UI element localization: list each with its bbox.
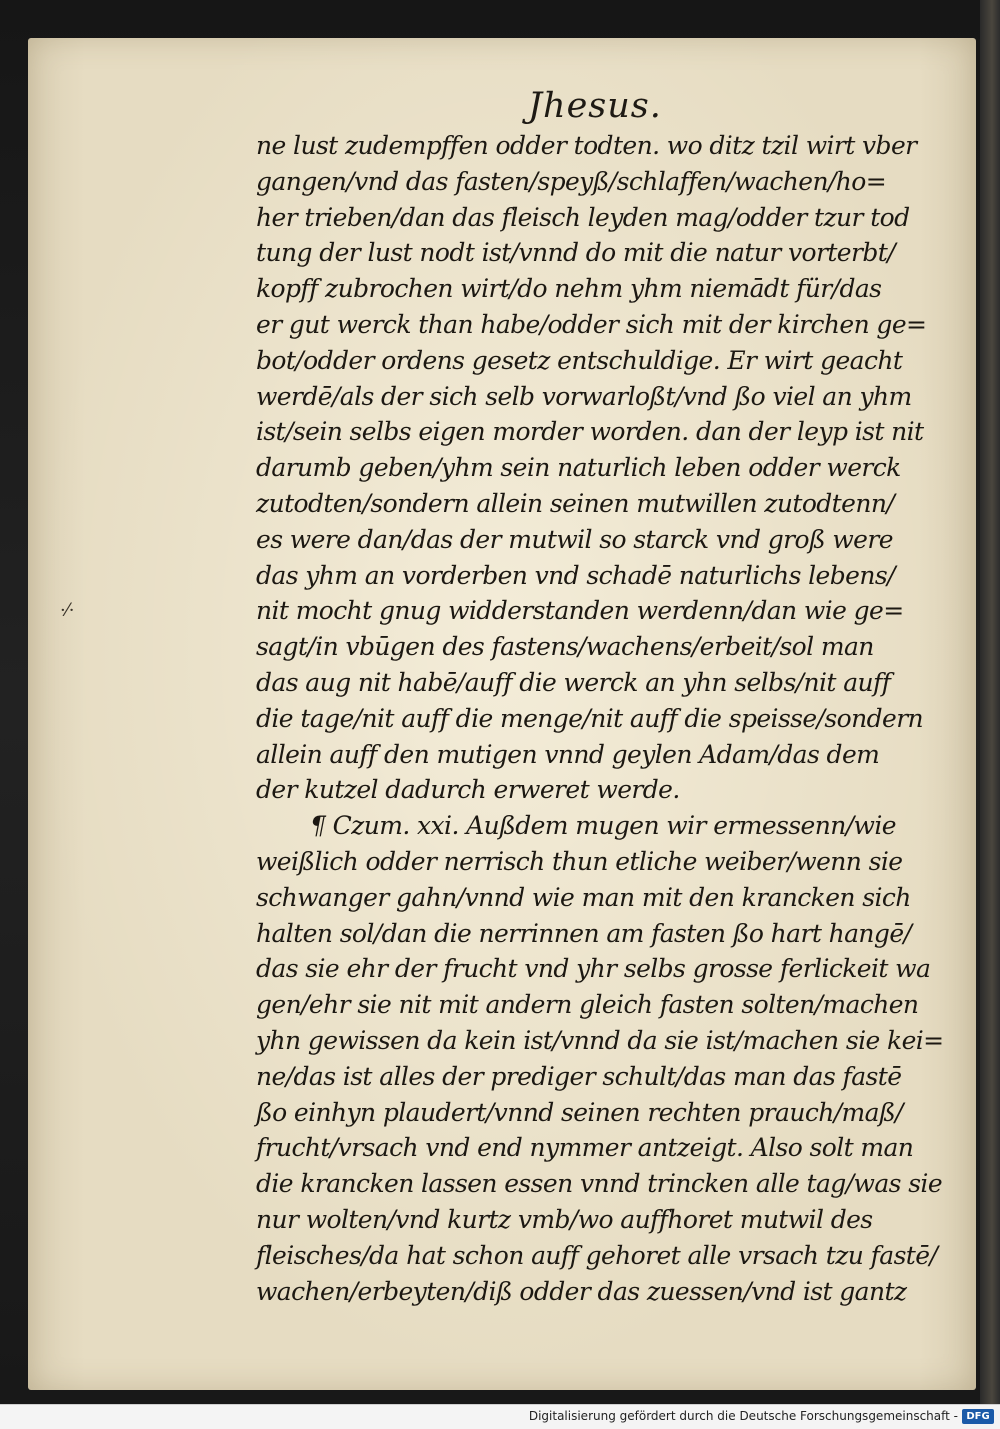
dfg-logo[interactable]: DFG [962, 1409, 994, 1424]
text-line: kopff zubrochen wirt/do nehm yhm niemādt für/das [256, 274, 882, 304]
text-line: ßo einhyn plaudert/vnnd seinen rechten prauch/maß/ [256, 1097, 903, 1127]
text-line: die tage/nit auff die menge/nit auff die speisse/sondern [256, 703, 924, 733]
text-line: allein auff den mutigen vnnd geylen Adam/das dem [256, 739, 880, 769]
page-header: Jhesus. [528, 86, 662, 126]
text-line: nit mocht gnug widderstanden werdenn/dan wie ge= [256, 596, 904, 626]
text-line: weißlich odder nerrisch thun etliche weiber/wenn sie [256, 846, 903, 876]
chapter-start-line: ¶ Czum. xxi. Außdem mugen wir ermessenn/wie [310, 811, 896, 841]
text-line: halten sol/dan die nerrinnen am fasten ßo hart hangē/ [256, 918, 912, 948]
text-line: ne lust zudempffen odder todten. wo ditz tzil wirt vber [256, 131, 917, 160]
text-line: das aug nit habē/auff die werck an yhn selbs/nit auff [256, 667, 891, 697]
text-line: tung der lust nodt ist/vnnd do mit die natur vorterbt/ [256, 238, 896, 268]
text-line: yhn gewissen da kein ist/vnnd da sie ist/machen sie kei= [256, 1025, 944, 1055]
margin-mark: ·⁄· [60, 600, 75, 621]
text-line: ne/das ist alles der prediger schult/das man das fastē [256, 1061, 902, 1091]
text-line: das yhm an vorderben vnd schadē naturlichs lebens/ [256, 560, 895, 590]
text-line: bot/odder ordens gesetz entschuldige. Er wirt geacht [256, 345, 903, 375]
text-line: es were dan/das der mutwil so starck vnd groß were [256, 524, 893, 554]
text-line: nur wolten/vnd kurtz vmb/wo auffhoret mutwil des [256, 1204, 873, 1234]
book-spine [980, 0, 1000, 1404]
footer-bar [0, 1404, 1000, 1429]
text-line: frucht/vrsach vnd end nymmer antzeigt. Also solt man [256, 1133, 914, 1163]
text-line: zutodten/sondern allein seinen mutwillen zutodtenn/ [256, 488, 895, 518]
page-text [256, 128, 968, 1309]
text-line: die krancken lassen essen vnnd trincken alle tag/was sie [256, 1169, 943, 1199]
text-line: fleisches/da hat schon auff gehoret alle vrsach tzu fastē/ [256, 1240, 938, 1270]
text-line: er gut werck than habe/odder sich mit der kirchen ge= [256, 309, 927, 339]
text-line: darumb geben/yhm sein naturlich leben odder werck [256, 453, 901, 483]
text-line: sagt/in vbūgen des fastens/wachens/erbeit/sol man [256, 632, 874, 662]
text-line: das sie ehr der frucht vnd yhr selbs grosse ferlickeit wa [256, 954, 931, 984]
text-line: werdē/als der sich selb vorwarloßt/vnd ßo viel an yhm [256, 381, 912, 411]
text-line: gangen/vnd das fasten/speyß/schlaffen/wachen/ho= [256, 166, 887, 196]
text-line: gen/ehr sie nit mit andern gleich fasten solten/machen [256, 990, 919, 1020]
text-line: ist/sein selbs eigen morder worden. dan der leyp ist nit [256, 417, 924, 447]
text-line: her trieben/dan das fleisch leyden mag/odder tzur tod [256, 202, 910, 232]
funding-credit: Digitalisierung gefördert durch die Deutsche Forschungsgemeinschaft - [528, 1409, 958, 1423]
text-line: schwanger gahn/vnnd wie man mit den krancken sich [256, 882, 911, 912]
text-line: wachen/erbeyten/diß odder das zuessen/vnd ist gantz [256, 1276, 907, 1306]
text-line: der kutzel dadurch erweret werde. [256, 775, 680, 805]
